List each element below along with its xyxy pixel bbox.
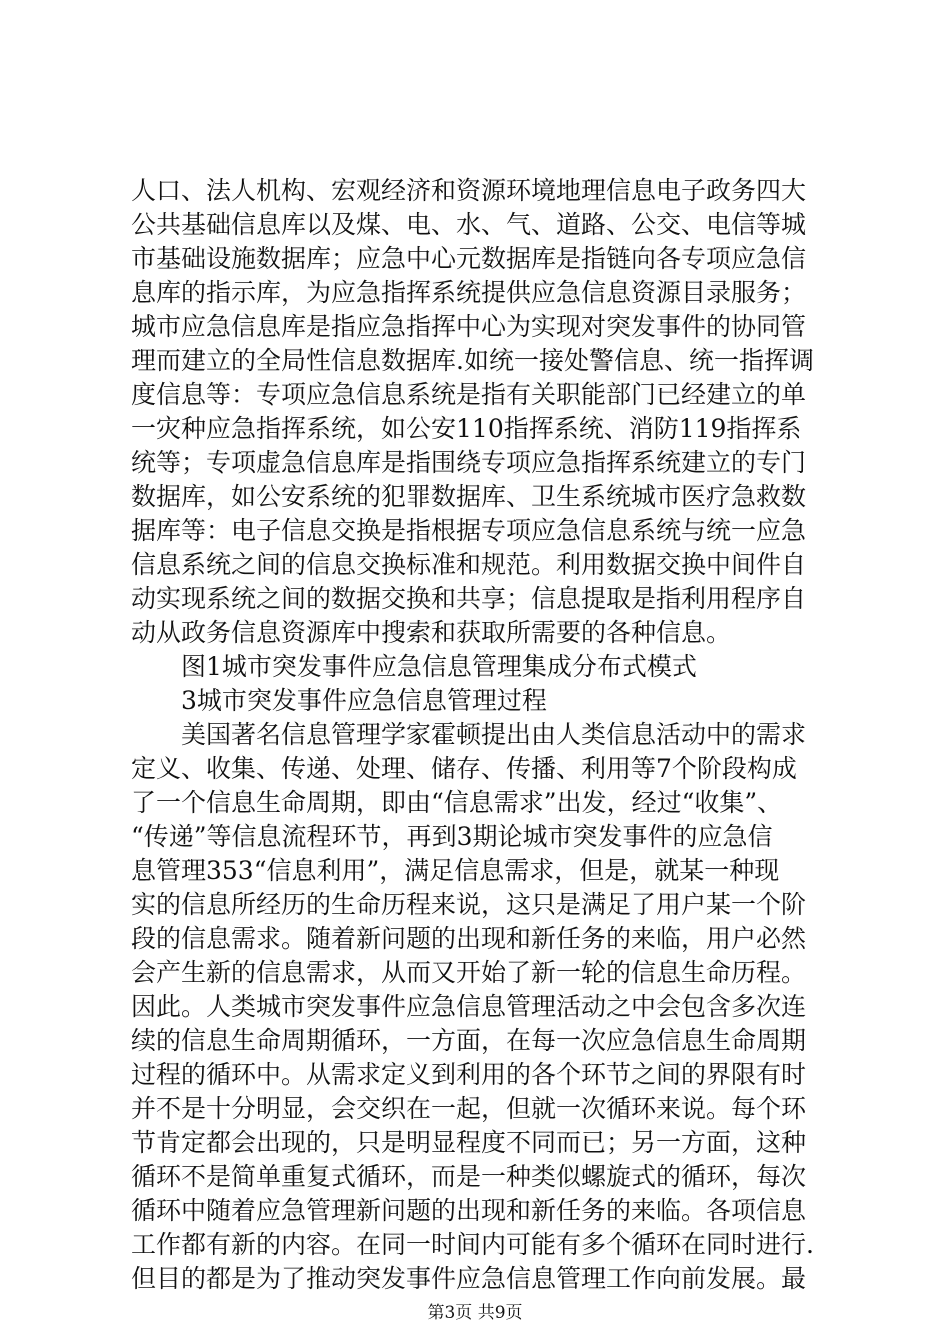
- text-line-21: 息管理353“信息利用”，满足信息需求，但是，就某一种现: [131, 856, 780, 885]
- text-line-4: 息库的指示库，为应急指挥系统提供应急信息资源目录服务；: [131, 278, 807, 307]
- text-line-8: 一灾种应急指挥系统，如公安110指挥系统、消防119指挥系: [131, 414, 802, 443]
- text-line-30: 循环不是简单重复式循环，而是一种类似螺旋式的循环，每次: [131, 1162, 807, 1191]
- text-line-29: 节肯定都会出现的，只是明显程度不同而已；另一方面，这种: [131, 1128, 807, 1157]
- text-line-25: 因此。人类城市突发事件应急信息管理活动之中会包含多次连: [131, 992, 807, 1021]
- text-line-17: 美国著名信息管理学家霍顿提出由人类信息活动中的需求: [181, 720, 807, 749]
- text-line-10: 数据库，如公安系统的犯罪数据库、卫生系统城市医疗急救数: [131, 482, 807, 511]
- text-line-32: 工作都有新的内容。在同一时间内可能有多个循环在同时进行.: [131, 1230, 814, 1259]
- text-line-22: 实的信息所经历的生命历程来说，这只是满足了用户某一个阶: [131, 890, 807, 919]
- section-heading: 3城市突发事件应急信息管理过程: [181, 686, 547, 715]
- text-line-19: 了一个信息生命周期，即由“信息需求”出发，经过“收集”、: [131, 788, 783, 817]
- text-line-3: 市基础设施数据库；应急中心元数据库是指链向各专项应急信: [131, 244, 807, 273]
- text-line-18: 定义、收集、传递、处理、储存、传播、利用等7个阶段构成: [131, 754, 797, 783]
- text-line-23: 段的信息需求。随着新问题的出现和新任务的来临，用户必然: [131, 924, 807, 953]
- text-line-5: 城市应急信息库是指应急指挥中心为实现对突发事件的协同管: [131, 312, 807, 341]
- text-line-1: 人口、法人机构、宏观经济和资源环境地理信息电子政务四大: [131, 176, 807, 205]
- text-line-24: 会产生新的信息需求，从而又开始了新一轮的信息生命历程。: [131, 958, 807, 987]
- text-line-31: 循环中随着应急管理新问题的出现和新任务的来临。各项信息: [131, 1196, 807, 1225]
- text-line-12: 信息系统之间的信息交换标准和规范。利用数据交换中间件自: [131, 550, 807, 579]
- text-line-20: “传递”等信息流程环节，再到3期论城市突发事件的应急信: [131, 822, 773, 851]
- text-line-11: 据库等：电子信息交换是指根据专项应急信息系统与统一应急: [131, 516, 807, 545]
- text-line-28: 并不是十分明显，会交织在一起，但就一次循环来说。每个环: [131, 1094, 807, 1123]
- text-line-7: 度信息等：专项应急信息系统是指有关职能部门已经建立的单: [131, 380, 807, 409]
- text-line-33: 但目的都是为了推动突发事件应急信息管理工作向前发展。最: [131, 1264, 807, 1293]
- page-number-footer: 第3页 共9页: [427, 1303, 523, 1323]
- text-line-14: 动从政务信息资源库中搜索和获取所需要的各种信息。: [131, 618, 732, 647]
- figure-caption: 图1城市突发事件应急信息管理集成分布式模式: [181, 652, 697, 681]
- text-line-6: 理而建立的全局性信息数据库.如统一接处警信息、统一指挥调: [131, 346, 814, 375]
- text-line-9: 统等；专项虚急信息库是指围绕专项应急指挥系统建立的专门: [131, 448, 807, 477]
- text-line-2: 公共基础信息库以及煤、电、水、气、道路、公交、电信等城: [131, 210, 807, 239]
- text-line-13: 动实现系统之间的数据交换和共享；信息提取是指利用程序自: [131, 584, 807, 613]
- text-line-26: 续的信息生命周期循环，一方面，在每一次应急信息生命周期: [131, 1026, 807, 1055]
- text-line-27: 过程的循环中。从需求定义到利用的各个环节之间的界限有时: [131, 1060, 807, 1089]
